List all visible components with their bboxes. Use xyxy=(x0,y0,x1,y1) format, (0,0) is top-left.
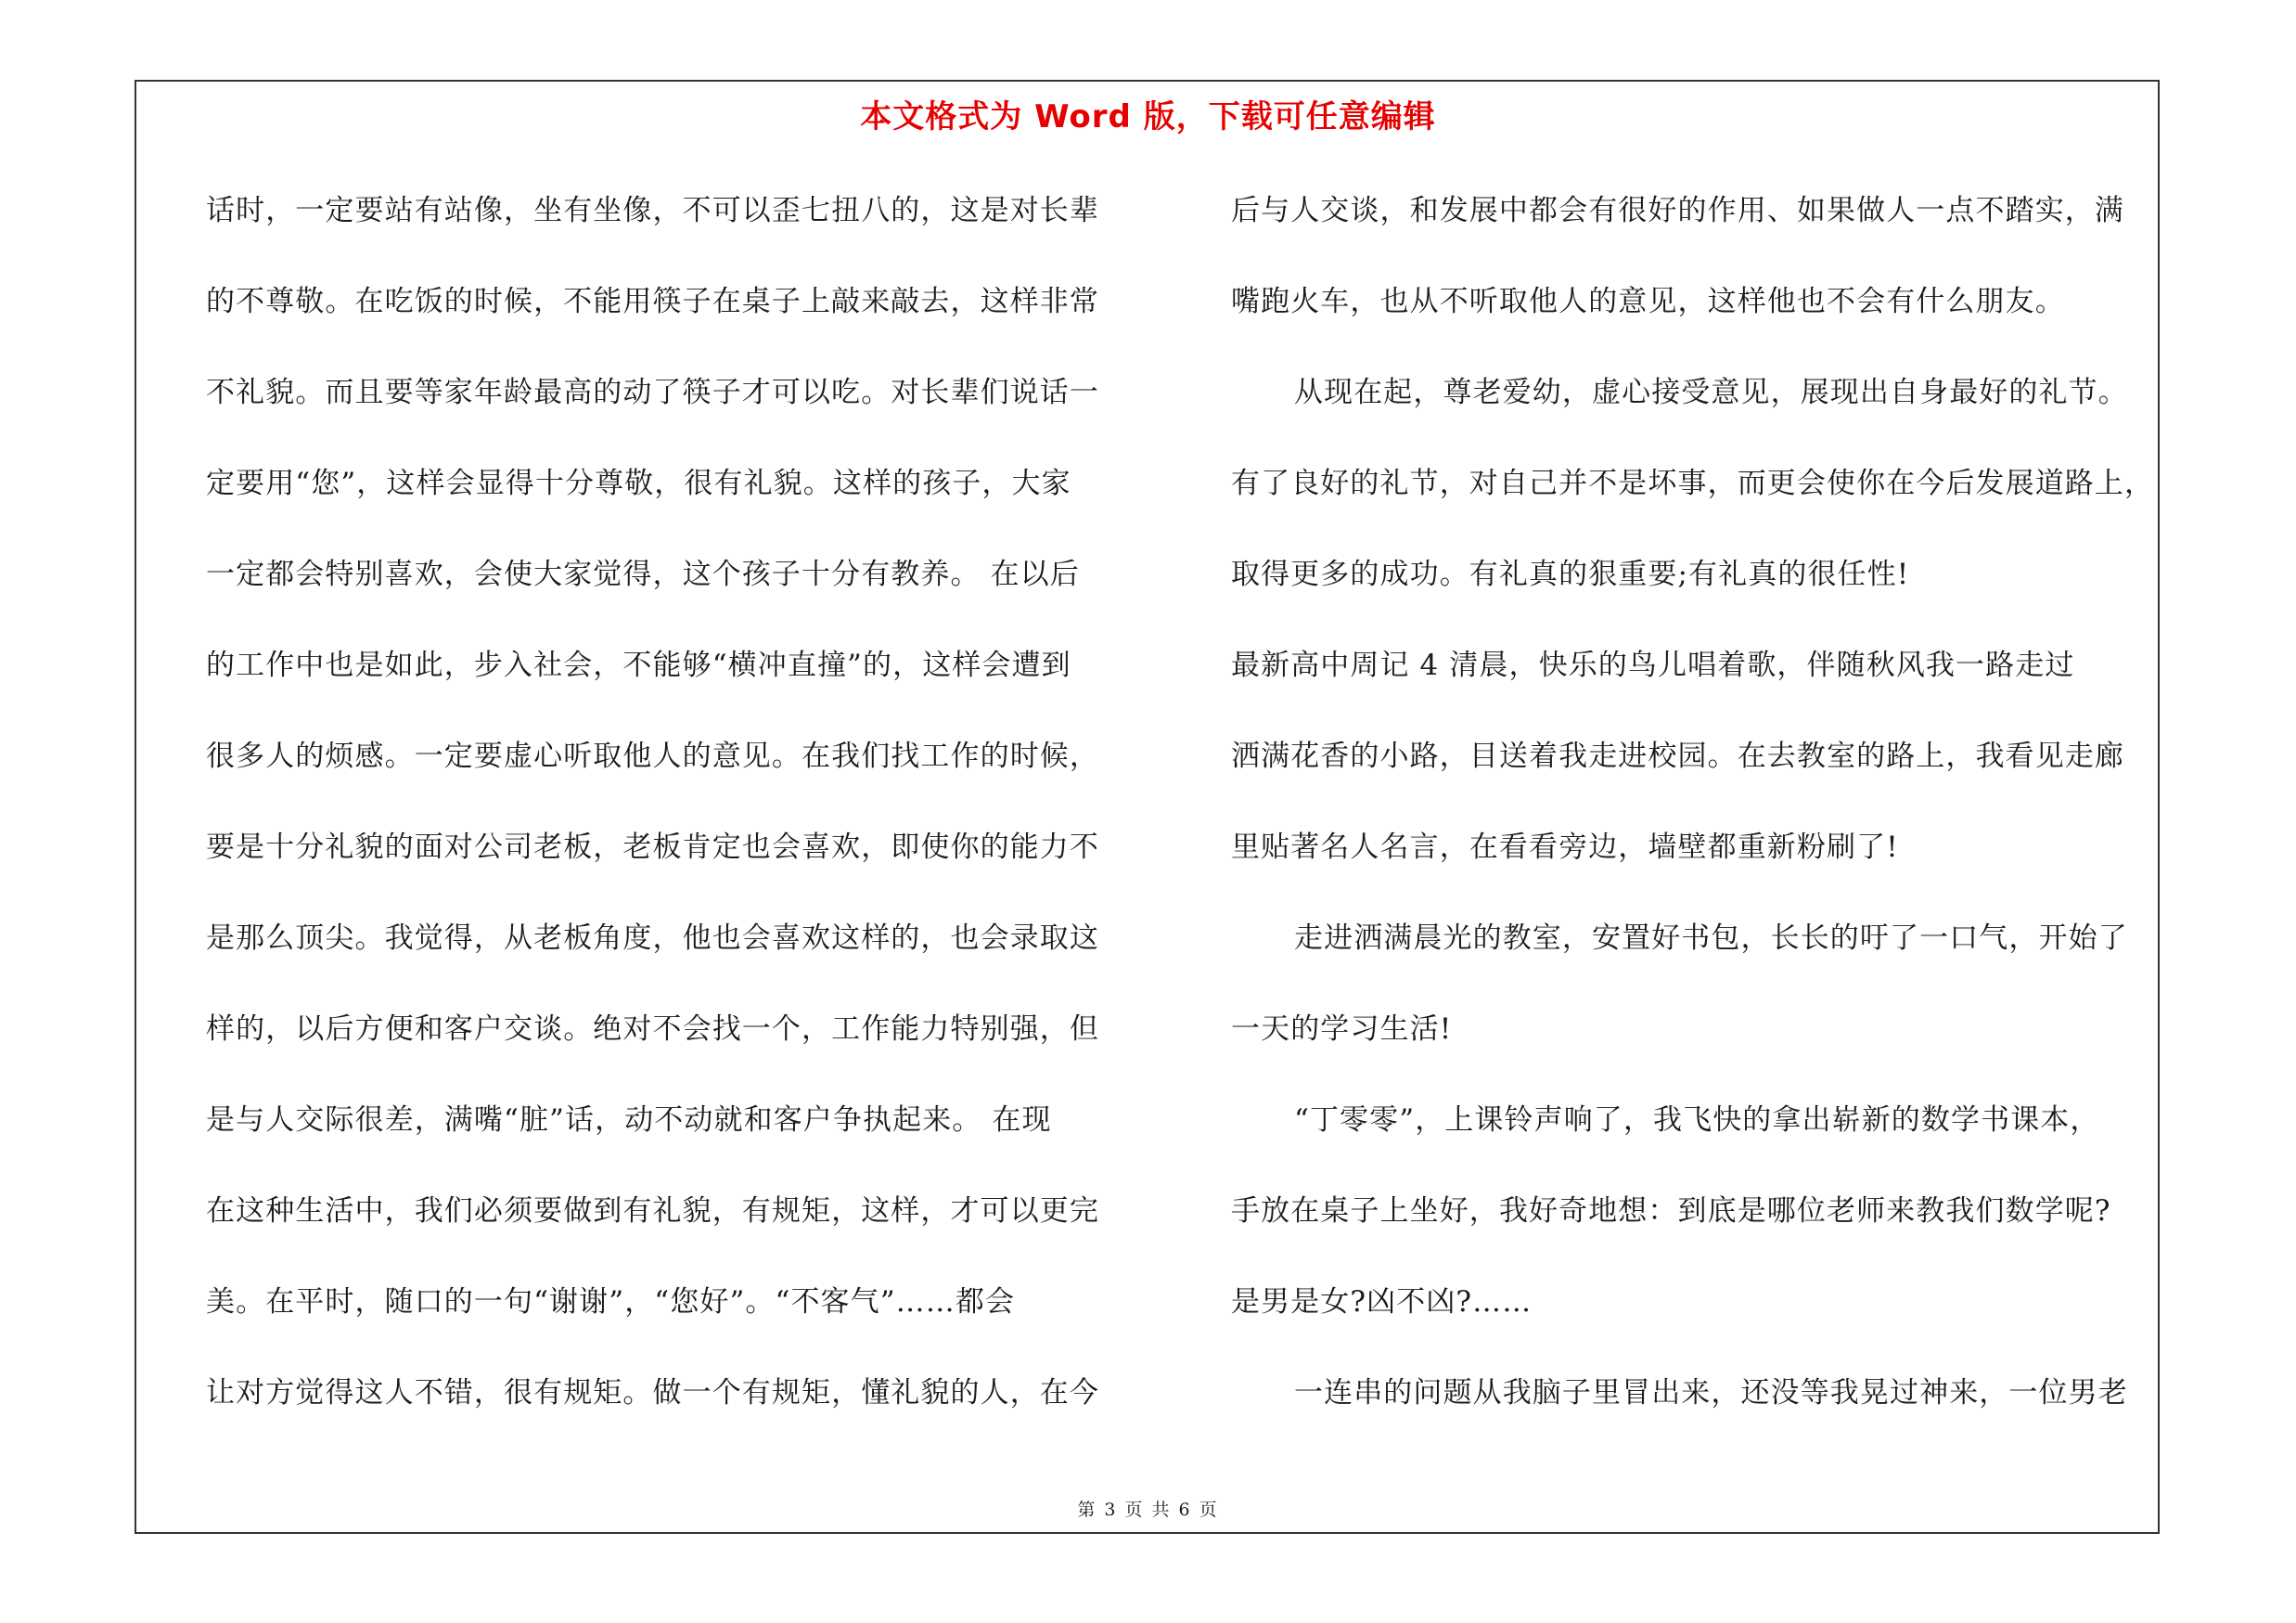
right-column xyxy=(1231,181,2159,1454)
header-banner: 本文格式为 Word 版，下载可任意编辑 xyxy=(860,98,1436,135)
text-line: 美。在平时，随口的一句“谢谢”，“您好”。“不客气”……都会 xyxy=(206,1285,1016,1319)
text-line: 后与人交谈，和发展中都会有很好的作用、如果做人一点不踏实，满 xyxy=(1231,194,2124,227)
text-line: 定要用“您”，这样会显得十分尊敬，很有礼貌。这样的孩子，大家 xyxy=(206,467,1071,500)
text-line: 是那么顶尖。我觉得，从老板角度，他也会喜欢这样的，也会录取这 xyxy=(206,921,1099,955)
text-line: 洒满花香的小路，目送着我走进校园。在去教室的路上，我看见走廊 xyxy=(1231,740,2124,773)
text-line: 一定都会特别喜欢，会使大家觉得，这个孩子十分有教养。 在以后 xyxy=(206,558,1080,591)
paragraph-start: 走进洒满晨光的教室，安置好书包，长长的吁了一口气，开始了 xyxy=(1294,921,2128,955)
text-line: 是男是女?凶不凶?…… xyxy=(1231,1285,1533,1319)
text-line: 要是十分礼貌的面对公司老板，老板肯定也会喜欢，即使你的能力不 xyxy=(206,831,1099,864)
text-line: 样的，以后方便和客户交谈。绝对不会找一个，工作能力特别强，但 xyxy=(206,1012,1099,1046)
section-heading-line: 最新高中周记 4 清晨，快乐的鸟儿唱着歌，伴随秋风我一路走过 xyxy=(1231,649,2075,682)
text-line: 里贴著名人名言，在看看旁边，墙壁都重新粉刷了! xyxy=(1231,831,1899,864)
text-line: 在这种生活中，我们必须要做到有礼貌，有规矩，这样，才可以更完 xyxy=(206,1194,1099,1228)
text-line: 不礼貌。而且要等家年龄最高的动了筷子才可以吃。对长辈们说话一 xyxy=(206,376,1099,409)
text-line: 话时，一定要站有站像，坐有坐像，不可以歪七扭八的，这是对长辈 xyxy=(206,194,1099,227)
text-line: 一天的学习生活! xyxy=(1231,1012,1453,1046)
paragraph-start: “丁零零”，上课铃声响了，我飞快的拿出崭新的数学书课本， xyxy=(1294,1103,2100,1137)
text-line: 取得更多的成功。有礼真的狠重要;有礼真的很任性! xyxy=(1231,558,1910,591)
text-line: 嘴跑火车，也从不听取他人的意见，这样他也不会有什么朋友。 xyxy=(1231,285,2065,318)
text-line: 的不尊敬。在吃饭的时候，不能用筷子在桌子上敲来敲去，这样非常 xyxy=(206,285,1099,318)
text-line: 的工作中也是如此，步入社会，不能够“横冲直撞”的，这样会遭到 xyxy=(206,649,1071,682)
text-line: 是与人交际很差，满嘴“脏”话，动不动就和客户争执起来。 在现 xyxy=(206,1103,1052,1137)
paragraph-start: 从现在起，尊老爱幼，虚心接受意见，展现出自身最好的礼节。 xyxy=(1294,376,2128,409)
text-line: 让对方觉得这人不错，很有规矩。做一个有规矩，懂礼貌的人，在今 xyxy=(206,1376,1099,1410)
left-column xyxy=(206,181,1134,1454)
text-line: 有了良好的礼节，对自己并不是坏事，而更会使你在今后发展道路上， xyxy=(1231,467,2155,500)
text-line: 手放在桌子上坐好，我好奇地想：到底是哪位老师来教我们数学呢? xyxy=(1231,1194,2111,1228)
text-line: 很多人的烦感。一定要虚心听取他人的意见。在我们找工作的时候， xyxy=(206,740,1099,773)
paragraph-start: 一连串的问题从我脑子里冒出来，还没等我晃过神来，一位男老 xyxy=(1294,1376,2128,1410)
page-number-footer: 第 3 页 共 6 页 xyxy=(1077,1500,1219,1520)
